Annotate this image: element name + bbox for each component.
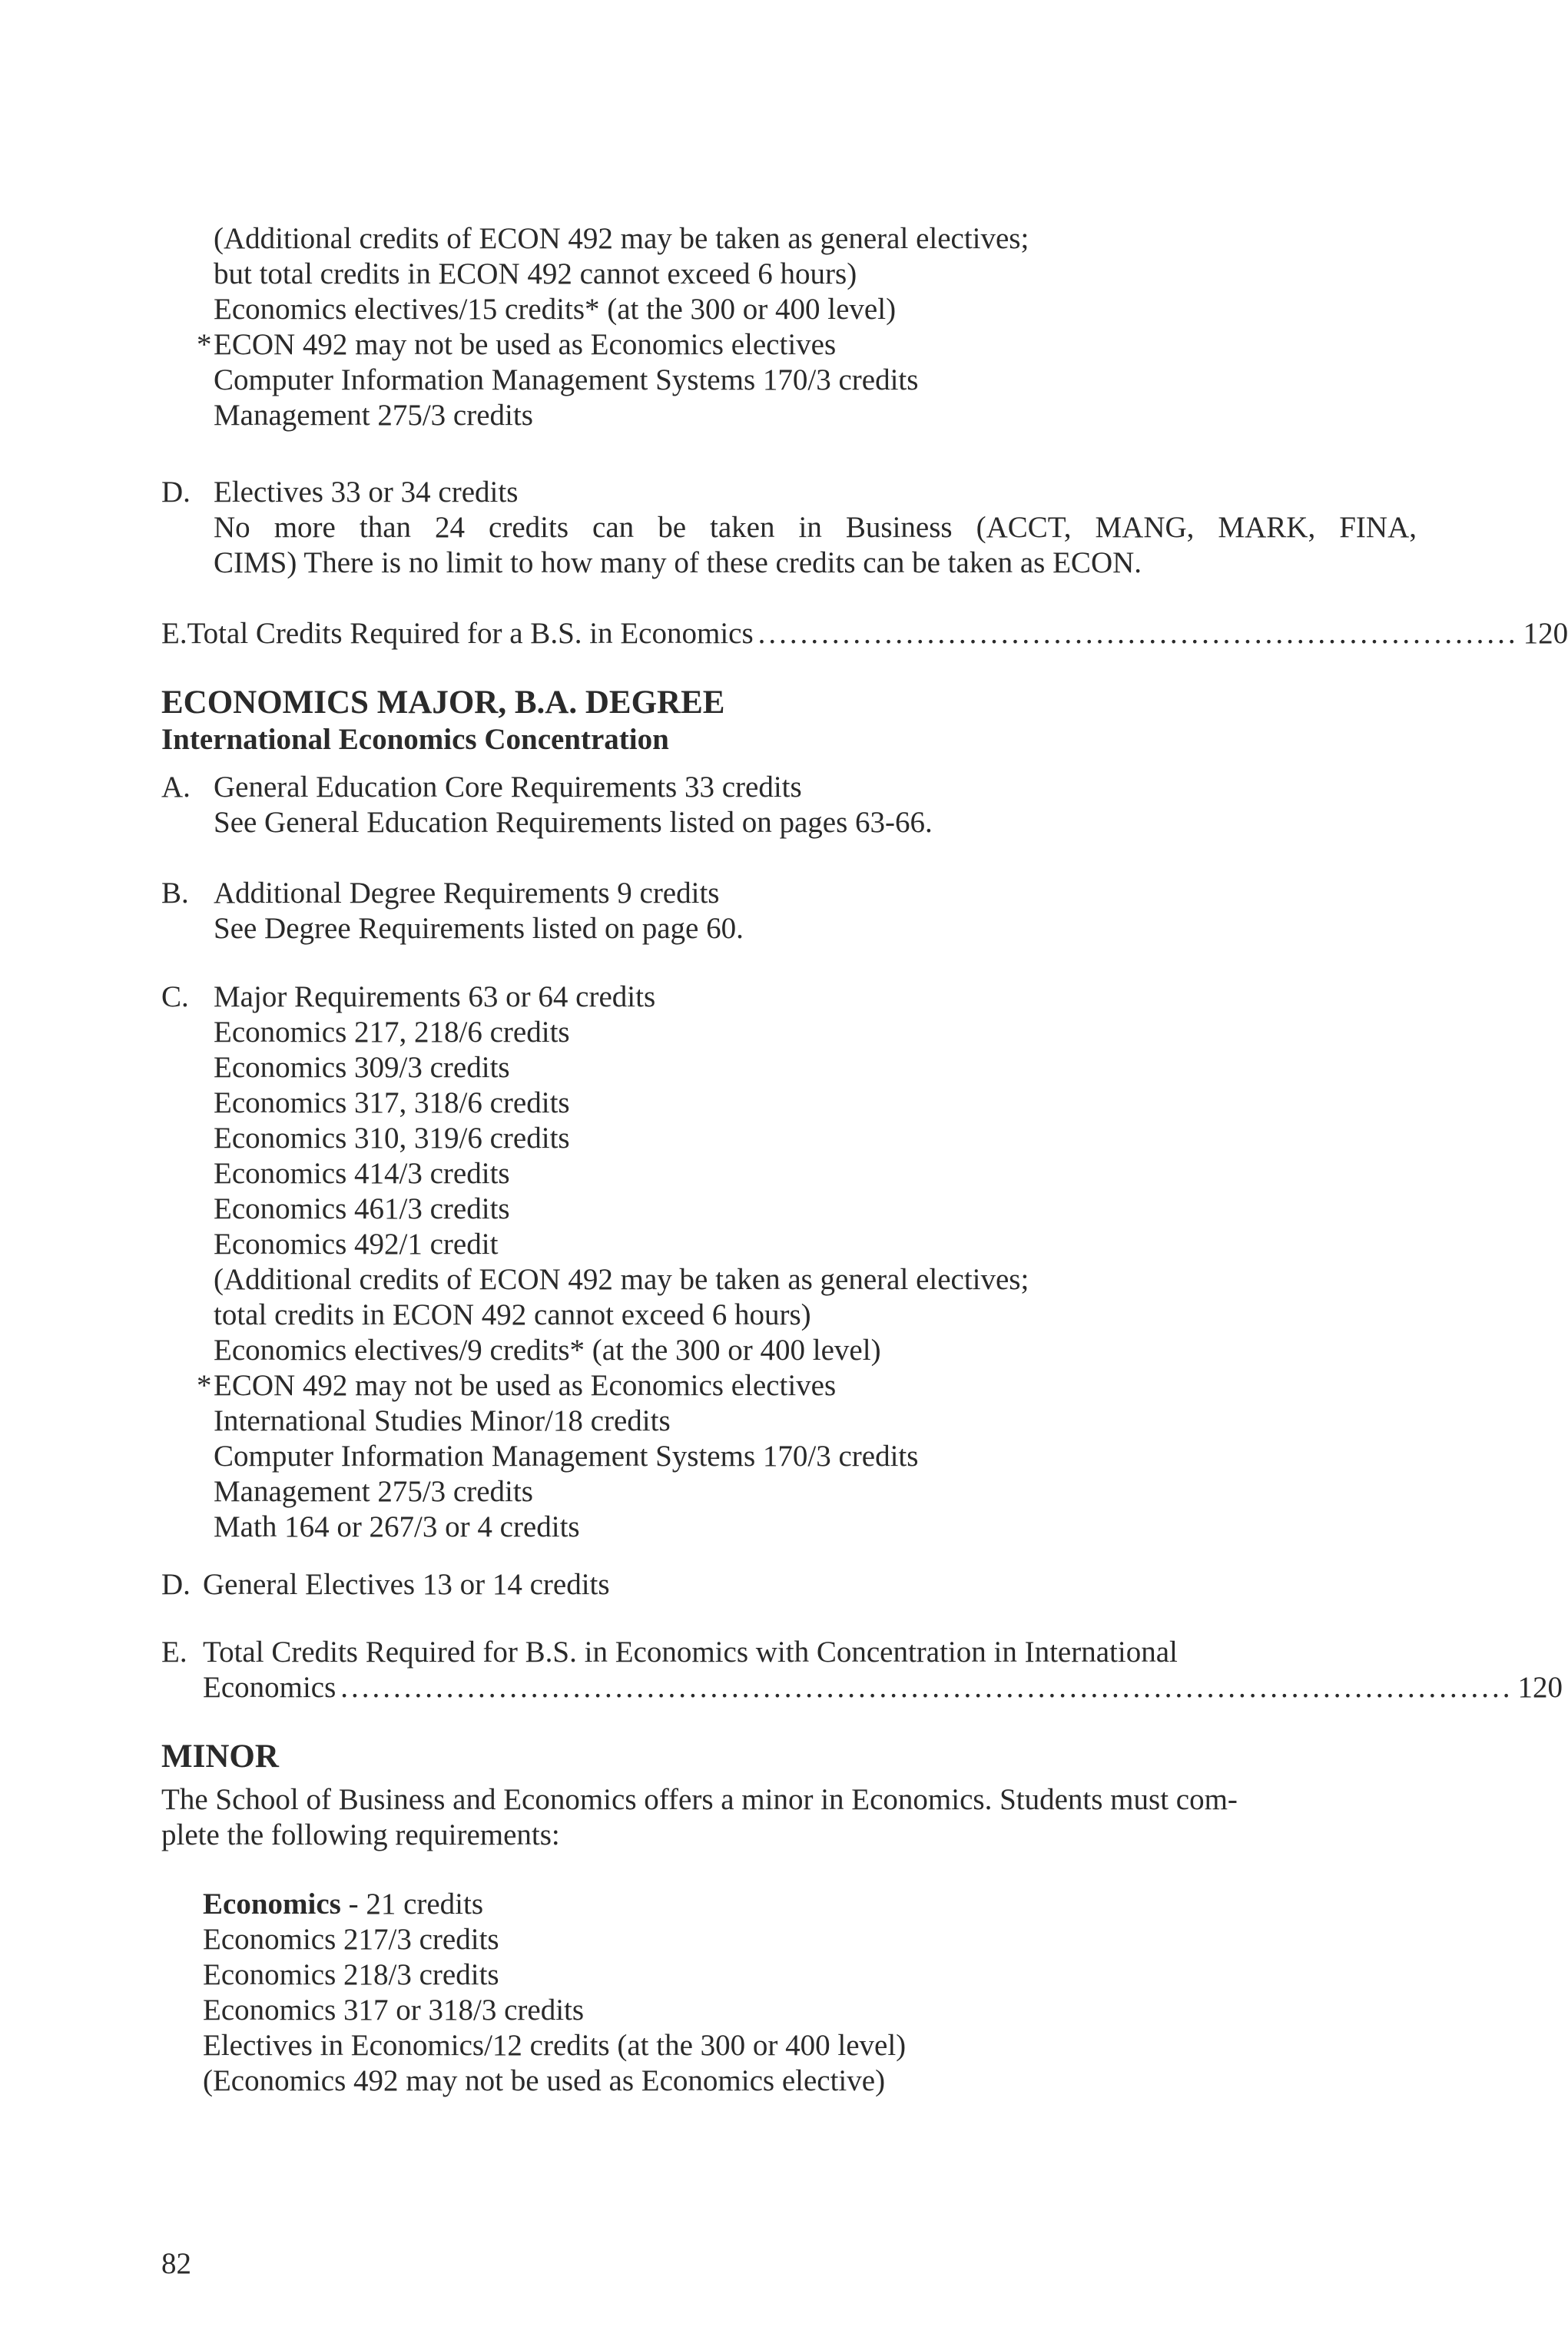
list-item: Management 275/3 credits — [214, 1475, 533, 1508]
text-line: Economics electives/15 credits* (at the 300 or 400 level) — [214, 293, 897, 326]
continued-requirements — [197, 221, 1029, 433]
list-item: International Studies Minor/18 credits — [214, 1404, 671, 1437]
list-item: Economics 317 or 318/3 credits — [203, 1994, 585, 2027]
list-title-credits: - 21 credits — [340, 1888, 484, 1921]
minor-section — [161, 1738, 1403, 2099]
section-c-major-requirements — [161, 979, 1029, 1545]
list-item: Economics 492/1 credit — [214, 1228, 499, 1261]
section-d-electives — [161, 475, 1417, 581]
section-label: E. — [161, 617, 187, 650]
section-title: General Electives 13 or 14 credits — [203, 1568, 610, 1601]
section-a-general-education — [161, 770, 933, 840]
list-item: Economics electives/9 credits* (at the 300 or 400 level) — [214, 1334, 881, 1367]
starred-note: *ECON 492 may not be used as Economics electives — [197, 1369, 837, 1402]
list-item: Economics 414/3 credits — [214, 1157, 510, 1190]
list-item: total credits in ECON 492 cannot exceed 6 hours) — [214, 1298, 811, 1331]
text-line: No more than 24 credits can be taken in Business (ACCT, MANG, MARK, FINA, — [214, 511, 1417, 544]
list-item: Economics 309/3 credits — [214, 1051, 510, 1084]
list-item: (Additional credits of ECON 492 may be taken as general electives; — [214, 1263, 1029, 1296]
section-label: B. — [161, 877, 189, 910]
text-line: plete the following requirements: — [161, 1818, 560, 1851]
concentration-subtitle: International Economics Concentration — [161, 723, 669, 756]
list-item: Economics 217/3 credits — [203, 1923, 499, 1956]
asterisk-marker: * — [197, 328, 212, 361]
section-label: D. — [161, 1568, 191, 1601]
total-value: 120 — [1523, 617, 1568, 650]
list-title: Economics — [203, 1888, 341, 1921]
section-e-total — [161, 616, 1568, 651]
section-e-total-concentration — [161, 1635, 1563, 1705]
list-item: (Economics 492 may not be used as Economics elective) — [203, 2064, 886, 2097]
text-line: Computer Information Management Systems 170/3 credits — [214, 363, 919, 396]
text-line: CIMS) There is no limit to how many of these credits can be taken as ECON. — [214, 546, 1142, 579]
text-line: See Degree Requirements listed on page 60. — [214, 912, 744, 945]
asterisk-marker: * — [197, 1369, 212, 1402]
section-label: C. — [161, 980, 189, 1013]
total-label-continued: Economics — [203, 1671, 336, 1704]
major-heading — [161, 684, 724, 757]
list-item: Math 164 or 267/3 or 4 credits — [214, 1510, 580, 1543]
list-item: Electives in Economics/12 credits (at the 300 or 400 level) — [203, 2029, 907, 2062]
list-item: Economics 218/3 credits — [203, 1958, 499, 1991]
minor-heading: MINOR — [161, 1738, 279, 1775]
list-item: Computer Information Management Systems 170/3 credits — [214, 1440, 919, 1473]
section-b-degree-requirements — [161, 876, 744, 946]
section-title: Additional Degree Requirements 9 credits — [214, 877, 720, 910]
text-line: See General Education Requirements listed on pages 63-66. — [214, 806, 933, 839]
section-d-general-electives — [161, 1567, 610, 1603]
section-title: Electives 33 or 34 credits — [214, 476, 519, 509]
total-label: Total Credits Required for B.S. in Economics with Concentration in International — [203, 1636, 1178, 1669]
section-title: General Education Core Requirements 33 credits — [214, 771, 802, 804]
text-line: but total credits in ECON 492 cannot exceed 6 hours) — [214, 257, 857, 290]
section-label: E. — [161, 1636, 187, 1669]
list-item: Economics 217, 218/6 credits — [214, 1016, 570, 1049]
section-label: D. — [161, 476, 191, 509]
text-line: The School of Business and Economics offers a minor in Economics. Students must com- — [161, 1783, 1238, 1816]
section-title: Major Requirements 63 or 64 credits — [214, 980, 656, 1013]
text-line: (Additional credits of ECON 492 may be taken as general electives; — [214, 222, 1029, 255]
list-item: Economics 461/3 credits — [214, 1192, 510, 1225]
dot-leader: ............................................................................................................... — [340, 1671, 1513, 1704]
minor-requirements-list — [203, 1887, 1403, 2099]
total-value: 120 — [1517, 1671, 1563, 1704]
starred-note: *ECON 492 may not be used as Economics electives — [197, 328, 837, 361]
total-label: Total Credits Required for a B.S. in Economics — [187, 617, 754, 650]
minor-paragraph — [161, 1782, 1403, 1853]
text-line: Management 275/3 credits — [214, 399, 533, 432]
section-label: A. — [161, 771, 191, 804]
list-item: Economics 310, 319/6 credits — [214, 1122, 570, 1155]
page-title: ECONOMICS MAJOR, B.A. DEGREE — [161, 684, 725, 721]
list-item: Economics 317, 318/6 credits — [214, 1086, 570, 1119]
page-number: 82 — [161, 2247, 191, 2280]
dot-leader: ........................................................................ — [757, 617, 1519, 650]
